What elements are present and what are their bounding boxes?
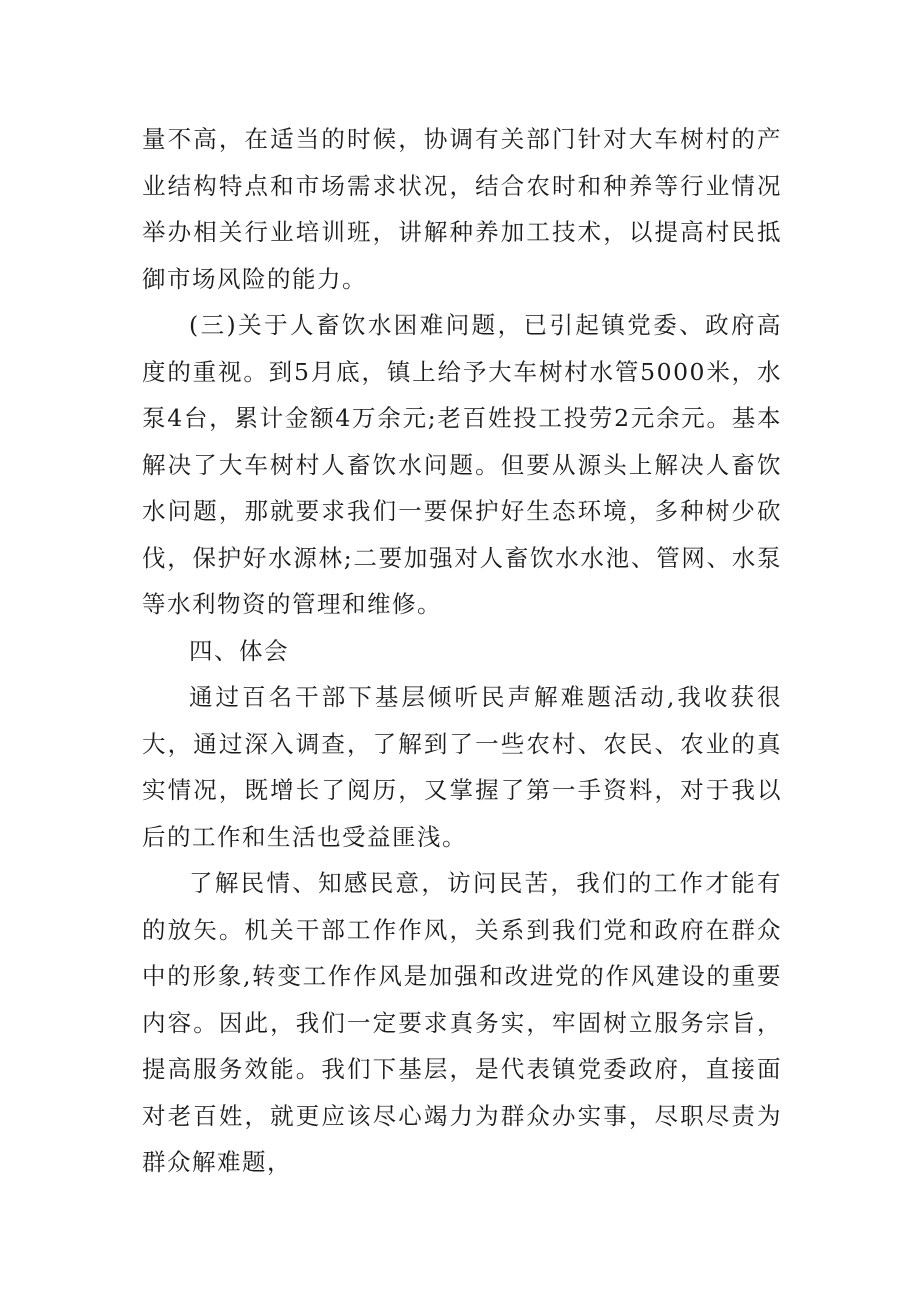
document-body xyxy=(142,116,782,1186)
paragraph-training: 量不高，在适当的时候，协调有关部门针对大车树村的产业结构特点和市场需求状况，结合农时和种养等行业情况举办相关行业培训班，讲解种养加工技术，以提高村民抵御市场风险的能力。 xyxy=(142,125,782,293)
paragraph-work-style: 了解民情、知感民意，访问民苦，我们的工作才能有的放矢。机关干部工作作风，关系到我们党和政府在群众中的形象,转变工作作风是加强和改进党的作风建设的重要内容。因此，我们一定要求真务实，牢固树立服务宗旨，提高服务效能。我们下基层，是代表镇党委政府，直接面对老百姓，就更应该尽心竭力为群众办实事，尽职尽责为群众解难题， xyxy=(142,869,782,1176)
section-heading-experience: 四、体会 xyxy=(189,636,289,665)
paragraph-drinking-water: (三)关于人畜饮水困难问题，已引起镇党委、政府高度的重视。到5月底，镇上给予大车树村水管5000米，水泵4台，累计金额4万余元;老百姓投工投劳2元余元。基本解决了大车树村人畜饮水问题。但要从源头上解决人畜饮水问题，那就要求我们一要保护好生态环境，多种树少砍伐，保护好水源林;二要加强对人畜饮水水池、管网、水泵等水利物资的管理和维修。 xyxy=(142,311,782,618)
paragraph-activity-gains: 通过百名干部下基层倾听民声解难题活动,我收获很大，通过深入调查，了解到了一些农村、农民、农业的真实情况，既增长了阅历，又掌握了第一手资料，对于我以后的工作和生活也受益匪浅。 xyxy=(142,683,782,851)
